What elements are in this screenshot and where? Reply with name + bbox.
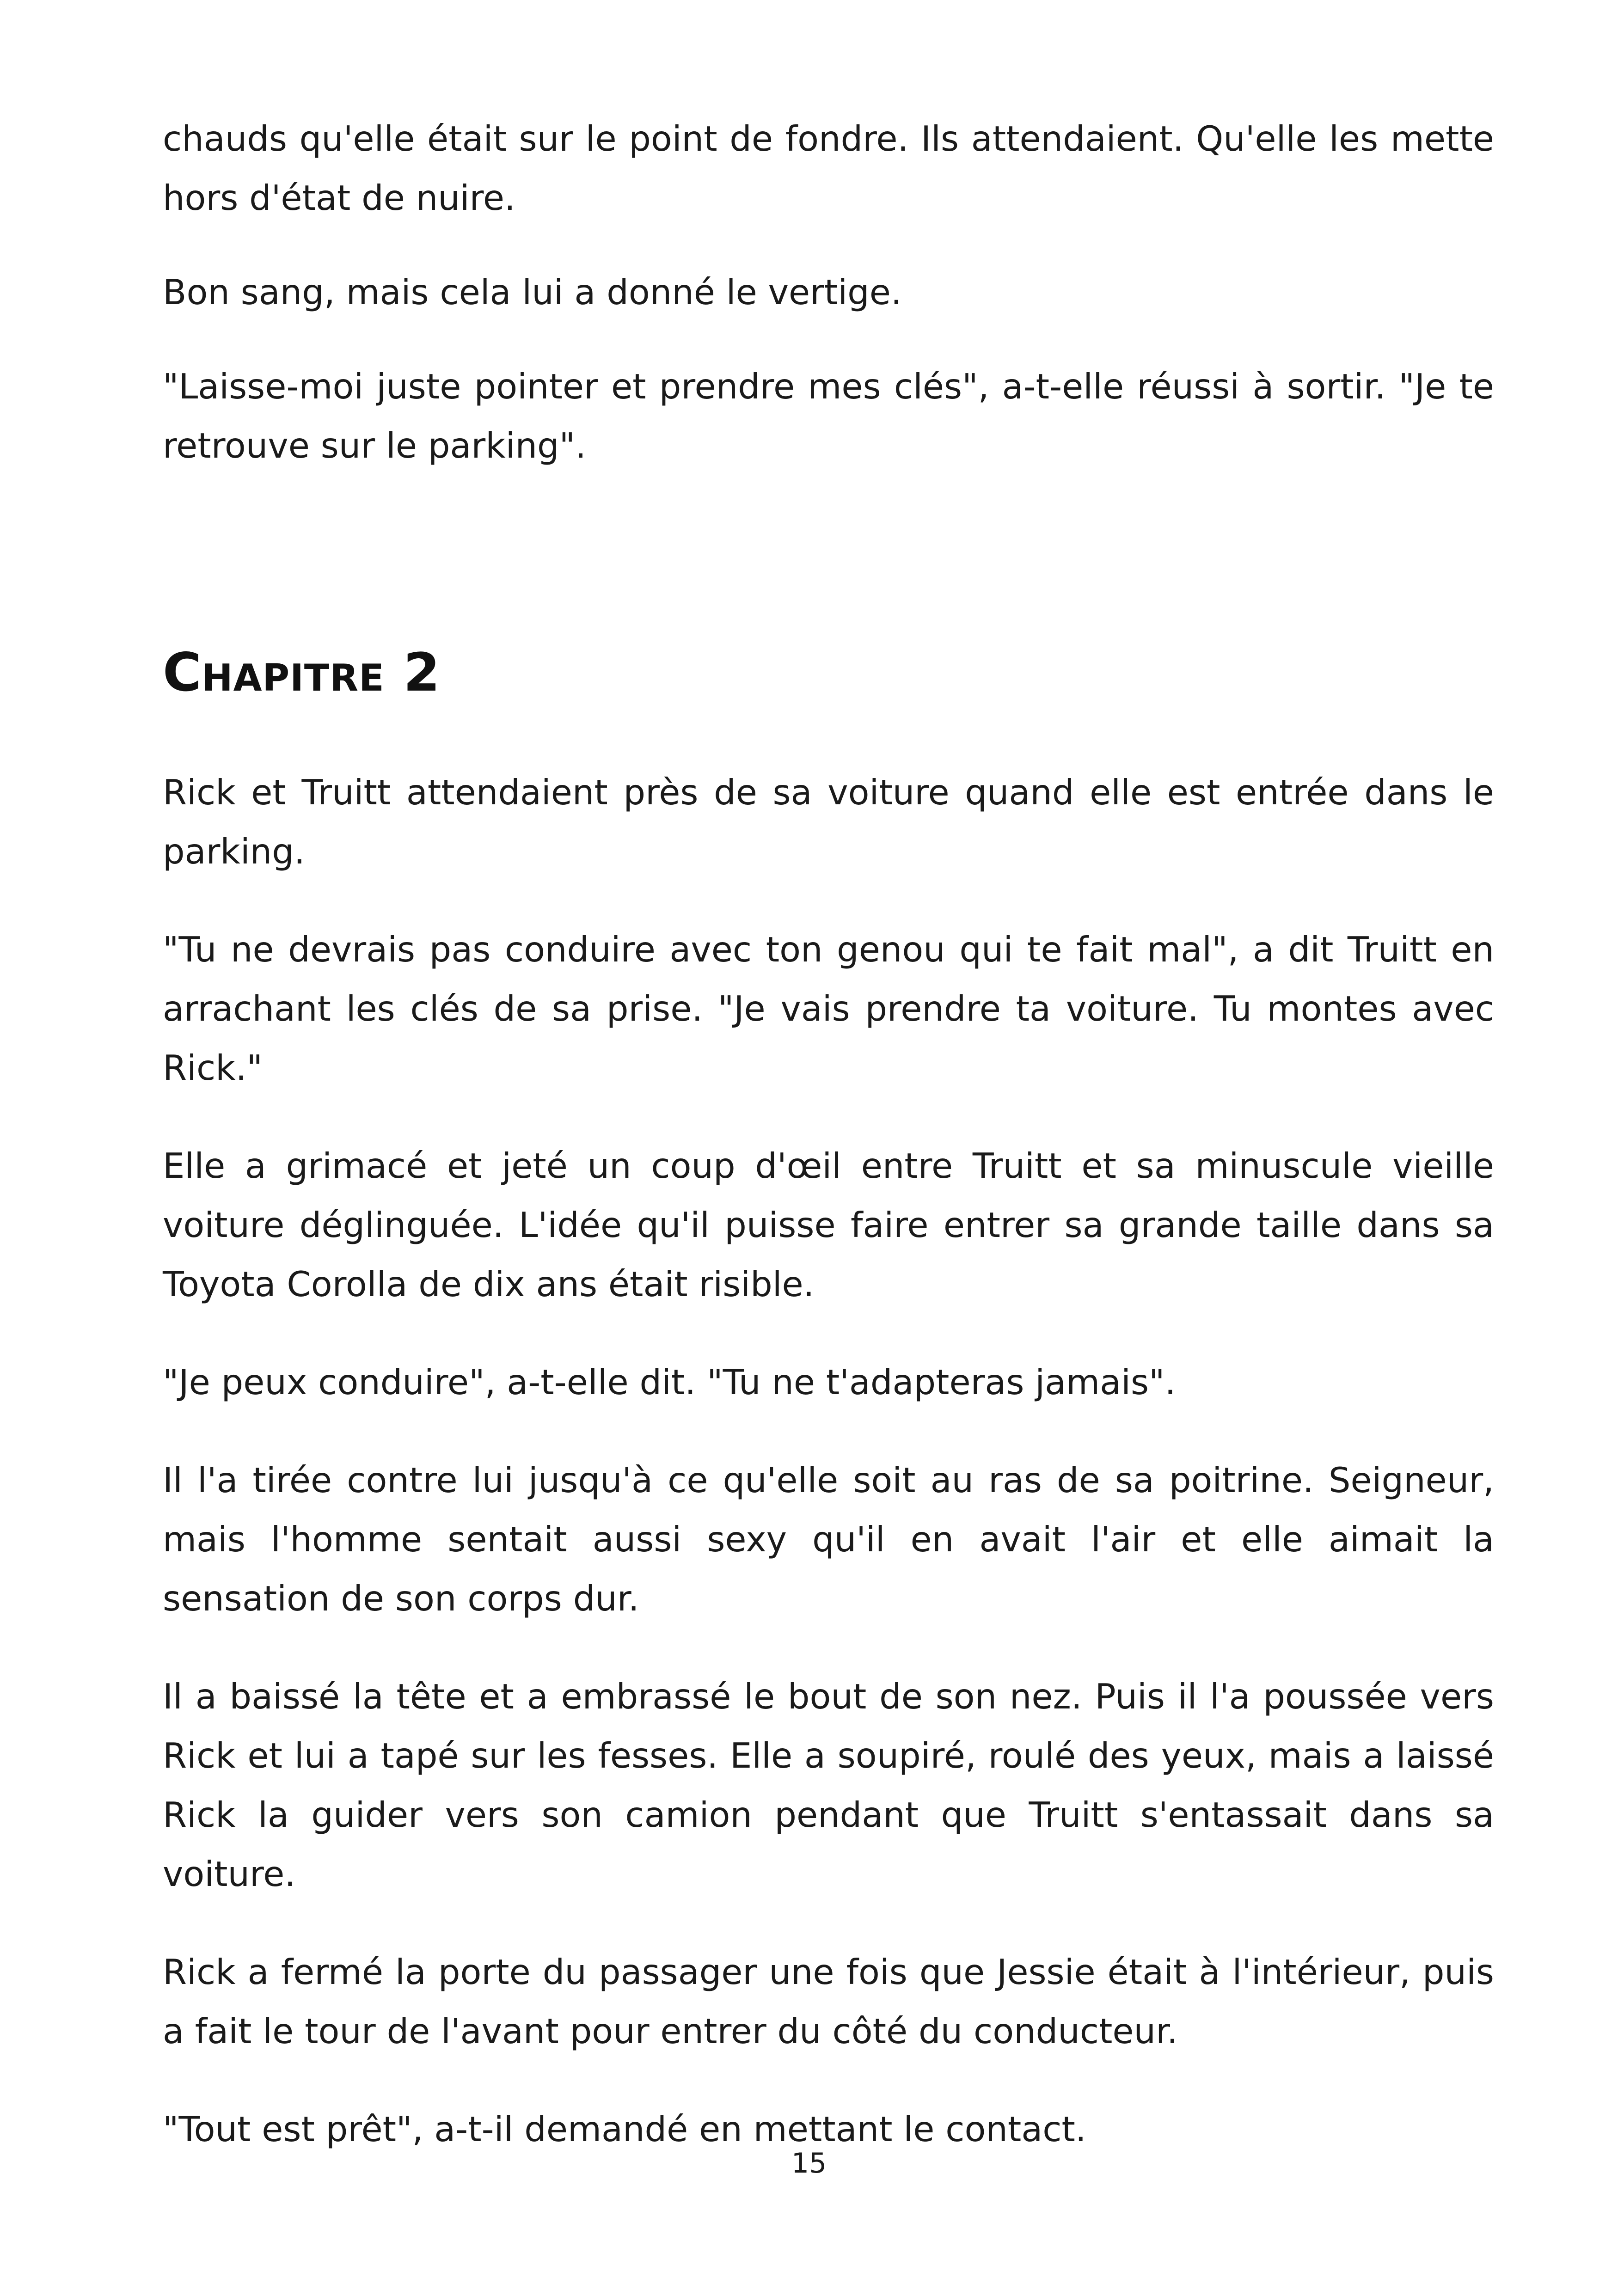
paragraph: "Tout est prêt", a-t-il demandé en mettant le contact.	[163, 2109, 1086, 2149]
paragraph: Rick et Truitt attendaient près de sa voiture quand elle est entrée dans le parking.	[163, 772, 1494, 872]
paragraph: Il a baissé la tête et a embrassé le bout de son nez. Puis il l'a poussée vers Rick et lui a tapé sur les fesses. Elle a soupiré, roulé des yeux, mais a laissé Rick la guider vers son camion pendant que Truitt s'entassait dans sa voiture.	[163, 1676, 1494, 1894]
paragraph: chauds qu'elle était sur le point de fondre. Ils attendaient. Qu'elle les mette hors d'état de nuire.	[163, 118, 1494, 218]
text-section-before	[163, 109, 1494, 475]
paragraph: "Laisse-moi juste pointer et prendre mes clés", a-t-elle réussi à sortir. "Je te retrouve sur le parking".	[163, 366, 1494, 466]
paragraph: Rick a fermé la porte du passager une fois que Jessie était à l'intérieur, puis a fait le tour de l'avant pour entrer du côté du conducteur.	[163, 1952, 1494, 2051]
paragraph: Il l'a tirée contre lui jusqu'à ce qu'elle soit au ras de sa poitrine. Seigneur, mais l'homme sentait aussi sexy qu'il en avait l'air et elle aimait la sensation de son corps dur.	[163, 1460, 1494, 1619]
chapter-heading-block	[163, 643, 1494, 703]
paragraph: Bon sang, mais cela lui a donné le vertige.	[163, 272, 902, 312]
paragraph: "Je peux conduire", a-t-elle dit. "Tu ne t'adapteras jamais".	[163, 1362, 1176, 1402]
page-number: 15	[791, 2147, 827, 2180]
text-section-after	[163, 763, 1494, 2159]
chapter-title: Chapitre 2	[163, 642, 441, 703]
paragraph: "Tu ne devrais pas conduire avec ton genou qui te fait mal", a dit Truitt en arrachant les clés de sa prise. "Je vais prendre ta voiture. Tu montes avec Rick."	[163, 929, 1494, 1088]
paragraph: Elle a grimacé et jeté un coup d'œil entre Truitt et sa minuscule vieille voiture déglinguée. L'idée qu'il puisse faire entrer sa grande taille dans sa Toyota Corolla de dix ans était risible.	[163, 1145, 1494, 1304]
